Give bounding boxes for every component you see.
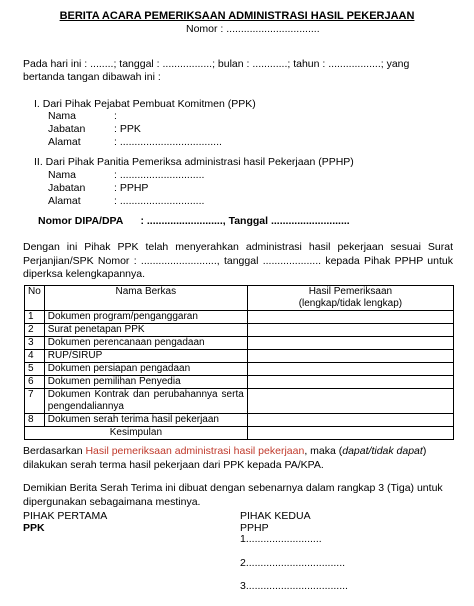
- dipa-number-line: Nomor DIPA/DPA : .........................., Tanggal ...........................: [38, 215, 350, 227]
- ppk-jabatan-label: Jabatan: [48, 123, 86, 135]
- row-no: 1: [25, 311, 45, 324]
- pphp-alamat-value: : .............................: [114, 195, 205, 207]
- conclusion-highlight: Hasil pemeriksaan administrasi hasil pekerjaan: [85, 445, 305, 457]
- signature-line-3: 3...................................: [240, 580, 348, 592]
- conclusion-text-2: , maka (: [304, 445, 343, 457]
- table-row: [25, 337, 454, 350]
- table-row: [25, 363, 454, 376]
- row-hasil: [247, 337, 453, 350]
- row-nama: Surat penetapan PPK: [44, 324, 247, 337]
- signature-line-1: 1..........................: [240, 533, 322, 545]
- row-hasil: [247, 311, 453, 324]
- ppk-nama-row: [48, 110, 117, 122]
- opening-line-2: bertanda tangan dibawah ini :: [23, 71, 161, 83]
- document-title: BERITA ACARA PEMERIKSAAN ADMINISTRASI HASIL PEKERJAAN: [59, 10, 415, 22]
- pphp-signature-title: PPHP: [240, 522, 269, 534]
- pphp-jabatan-row: [48, 182, 148, 194]
- handover-paragraph: Dengan ini Pihak PPK telah menyerahkan administrasi hasil pekerjaan sesuai Surat Perjanjian/SPK Nomor : .........................., tanggal .................... kepada Pihak PPHP untuk diperksa kelengkapannya.: [23, 241, 453, 280]
- row-no: 7: [25, 389, 45, 414]
- ppk-nama-value: :: [114, 110, 117, 122]
- ppk-signature-title: PPK: [23, 522, 45, 534]
- table-conclusion-row: [25, 427, 454, 440]
- row-no: 2: [25, 324, 45, 337]
- row-nama: RUP/SIRUP: [44, 350, 247, 363]
- document-number: Nomor : ................................: [186, 23, 320, 35]
- row-no: 3: [25, 337, 45, 350]
- row-hasil: [247, 350, 453, 363]
- conclusion-option: dapat/tidak dapat: [342, 445, 423, 457]
- row-no: 4: [25, 350, 45, 363]
- section-pphp-heading: II. Dari Pihak Panitia Pemeriksa administrasi hasil Pekerjaan (PPHP): [34, 156, 354, 168]
- pphp-nama-value: : .............................: [114, 169, 205, 181]
- conclusion-text-3: ) dilakukan serah terma hasil pekerjaan dari PPK kepada PA/KPA.: [23, 445, 427, 471]
- col-header-no: No: [25, 286, 45, 311]
- conclusion-paragraph: [23, 445, 453, 472]
- section-ppk-heading: I. Dari Pihak Pejabat Pembuat Komitmen (PPK): [34, 98, 256, 110]
- row-no: 8: [25, 414, 45, 427]
- conclusion-text-1: Berdasarkan: [23, 445, 86, 457]
- row-no: 5: [25, 363, 45, 376]
- row-hasil: [247, 324, 453, 337]
- pphp-nama-row: [48, 169, 204, 181]
- pihak-kedua-label: PIHAK KEDUA: [240, 510, 311, 522]
- row-nama: Dokumen program/penganggaran: [44, 311, 247, 324]
- col-header-nama: Nama Berkas: [44, 286, 247, 311]
- table-row: [25, 350, 454, 363]
- ppk-nama-label: Nama: [48, 110, 77, 122]
- ppk-alamat-value: : ...................................: [114, 136, 222, 148]
- conclusion-value: [247, 427, 453, 440]
- closing-paragraph: Demikian Berita Serah Terima ini dibuat dengan sebenarnya dalam rangkap 3 (Tiga) untuk dipergunakan sebagaimana mestinya.: [23, 482, 443, 508]
- ppk-jabatan-value: : PPK: [114, 123, 141, 135]
- document-checklist-table: [24, 285, 454, 440]
- row-hasil: [247, 363, 453, 376]
- table-row: [25, 324, 454, 337]
- row-nama: Dokumen Kontrak dan perubahannya serta pengendaliannya: [44, 389, 247, 414]
- row-nama: Dokumen serah terima hasil pekerjaan: [44, 414, 247, 427]
- table-row: [25, 414, 454, 427]
- signature-line-2: 2..................................: [240, 557, 346, 569]
- col-header-hasil-line1: Hasil Pemeriksaan: [308, 286, 393, 297]
- table-row: [25, 376, 454, 389]
- conclusion-label: Kesimpulan: [25, 427, 248, 440]
- row-nama: Dokumen perencanaan pengadaan: [44, 337, 247, 350]
- opening-line-1: Pada hari ini : ........; tanggal : .................; bulan : ............; tahun : ..................; yang: [23, 58, 410, 70]
- pphp-jabatan-value: : PPHP: [114, 182, 149, 194]
- pihak-pertama-label: PIHAK PERTAMA: [23, 510, 108, 522]
- col-header-hasil-line2: (lengkap/tidak lengkap): [298, 298, 403, 309]
- pphp-alamat-label: Alamat: [48, 195, 81, 207]
- row-nama: Dokumen persiapan pengadaan: [44, 363, 247, 376]
- pphp-alamat-row: [48, 195, 204, 207]
- row-hasil: [247, 414, 453, 427]
- ppk-alamat-row: [48, 136, 222, 148]
- ppk-jabatan-row: [48, 123, 141, 135]
- table-header-row: [25, 286, 454, 311]
- row-nama: Dokumen pemilihan Penyedia: [44, 376, 247, 389]
- col-header-hasil: [247, 286, 453, 311]
- row-no: 6: [25, 376, 45, 389]
- pphp-jabatan-label: Jabatan: [48, 182, 86, 194]
- table-row: [25, 311, 454, 324]
- table-row: [25, 389, 454, 414]
- row-hasil: [247, 389, 453, 414]
- pphp-nama-label: Nama: [48, 169, 77, 181]
- row-hasil: [247, 376, 453, 389]
- ppk-alamat-label: Alamat: [48, 136, 81, 148]
